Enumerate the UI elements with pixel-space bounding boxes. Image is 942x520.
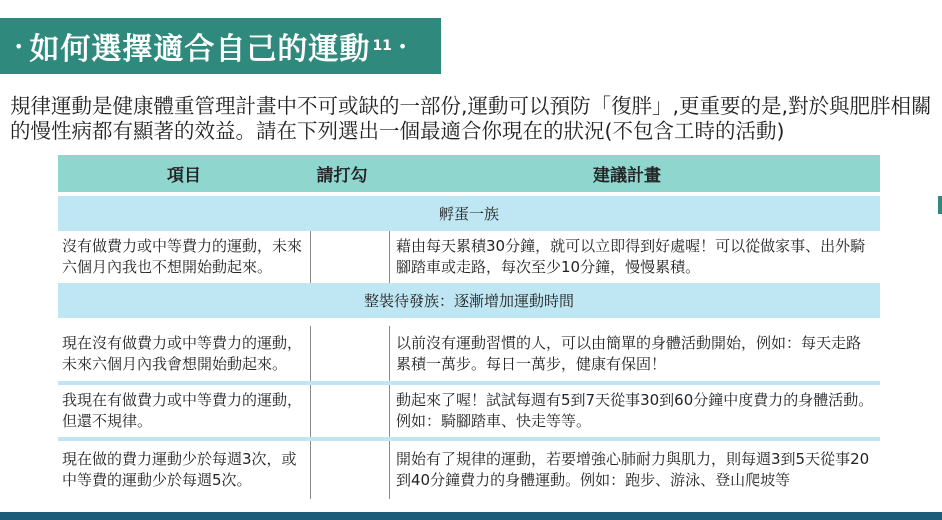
title-banner — [0, 18, 441, 74]
row-item: 現在沒有做費力或中等費力的運動，未來六個月內我會想開始動起來。 — [62, 333, 303, 373]
check-cell[interactable] — [310, 231, 390, 283]
page-edge-tab — [938, 196, 942, 214]
header-check: 請打勾 — [316, 166, 368, 186]
check-cell[interactable] — [310, 326, 390, 381]
title-footnote-ref: 11 — [372, 38, 392, 54]
check-cell[interactable] — [310, 385, 390, 437]
row-plan: 以前沒有運動習慣的人，可以由簡單的身體活動開始，例如：每天走路累積一萬步。每日一萬步，健康有保固！ — [396, 333, 862, 373]
header-plan: 建議計畫 — [593, 166, 661, 186]
exercise-table — [58, 155, 880, 499]
row-item: 沒有做費力或中等費力的運動，未來六個月內我也不想開始動起來。 — [62, 237, 303, 276]
bottom-divider — [0, 512, 942, 520]
page-title: 如何選擇適合自己的運動 — [29, 32, 371, 67]
row-plan: 動起來了喔！試試每週有5到7天從事30到60分鐘中度費力的身體活動。例如：騎腳踏車、快走等等。 — [396, 391, 874, 430]
bullet-icon: • — [397, 36, 408, 56]
intro-paragraph: 規律運動是健康體重管理計畫中不可或缺的一部份,運動可以預防「復胖」,更重要的是,對於與肥胖相關的慢性病都有顯著的效益。請在下列選出一個最適合你現在的狀況(不包含工時的活動) — [10, 94, 932, 143]
section-header: 孵蛋一族 — [58, 196, 880, 231]
table-header — [58, 155, 880, 192]
header-item: 項目 — [167, 166, 201, 186]
bullet-icon: • — [14, 36, 24, 56]
row-plan: 藉由每天累積30分鐘，就可以立即得到好處喔！可以從做家事、出外騎腳踏車或走路，每次至少10分鐘，慢慢累積。 — [396, 237, 866, 276]
table-row — [58, 441, 880, 499]
section-header: 整裝待發族：逐漸增加運動時間 — [58, 283, 880, 318]
row-item: 我現在有做費力或中等費力的運動，但還不規律。 — [62, 391, 303, 430]
row-item: 現在做的費力運動少於每週3次，或中等費的運動少於每週5次。 — [62, 450, 297, 489]
row-plan: 開始有了規律的運動，若要增強心肺耐力與肌力，則每週3到5天從事20到40分鐘費力的身體運動。例如：跑步、游泳、登山爬坡等 — [396, 450, 870, 489]
table-row — [58, 231, 880, 283]
table-row — [58, 326, 880, 381]
check-cell[interactable] — [310, 441, 390, 499]
table-row — [58, 385, 880, 437]
